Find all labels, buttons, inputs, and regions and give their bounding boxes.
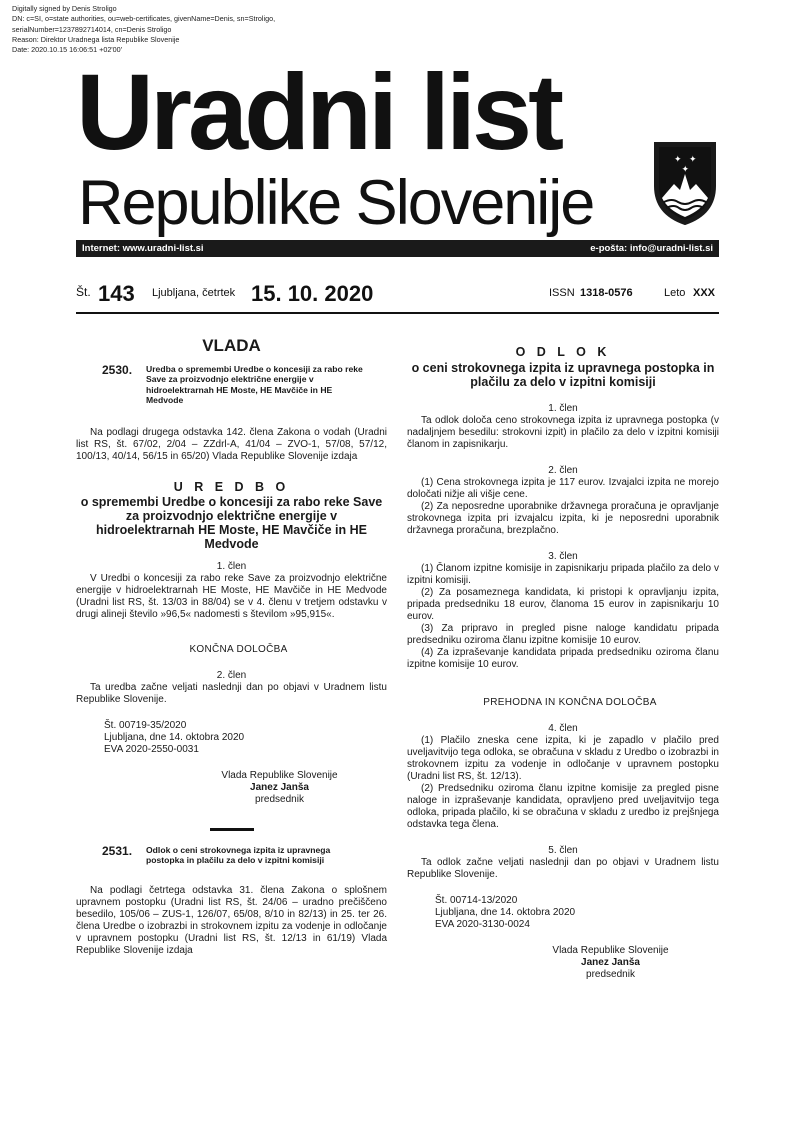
article-heading: 1. člen [216,560,247,572]
document-title: o ceni strokovnega izpita iz upravnega postopka in plačilu za delo v izpitni komisiji [411,361,715,389]
reference-line: EVA 2020-2550-0031 [104,743,199,755]
signature-line: serialNumber=1237892714014, cn=Denis Stroligo [12,24,172,34]
section-subheading: KONČNA DOLOČBA [189,643,288,655]
leto-label: Leto [664,287,686,299]
email-link[interactable]: e-pošta: info@uradni-list.si [590,243,713,254]
reference-line: Št. 00714-13/2020 [435,895,518,906]
issue-st-label: Št. [76,285,91,299]
document-type: O D L O K [515,345,611,359]
document-type: U R E D B O [173,479,290,494]
article-text: (4) Za izpraševanje kandidata pripada predsedniku oziroma članu izpitne komisije 10 eurov. [407,647,719,670]
gazette-entry [102,845,387,866]
leto-value: XXX [693,287,716,299]
masthead-subtitle: Republike Slovenije [78,168,594,238]
entry-title: Odlok o ceni strokovnega izpita iz upravnega postopka in plačilu za delo v izpitni komisiji [146,844,331,866]
article-heading: 4. člen [548,723,578,734]
article-heading: 5. člen [548,845,578,856]
signature-line: Reason: Direktor Uradnega lista Republike Slovenije [12,34,180,44]
signature-line: Digitally signed by Denis Stroligo [12,4,117,13]
issue-number: 143 [98,281,135,306]
signature-block [523,945,698,981]
preamble: Na podlagi četrtega odstavka 31. člena Zakona o splošnem upravnem postopku (Uradni list RS, št. 24/06 – uradno prečiščeno besedilo, 105/06 – ZUS-1, 126/07, 65/08, 8/10 in 82/13) in 25. ter 26. člena Uredbe o izobrazbi in strokovnem izpitu za vodenje in odločanje v upravnem postopku (Uradni list RS, št. 12/13 in 61/19) Vlada Republike Slovenije izdaja [76,885,387,957]
signatory-org: Vlada Republike Slovenije [221,769,338,781]
section-heading: VLADA [202,336,261,355]
article-text: (2) Predsedniku oziroma članu izpitne komisije za pregled pisne naloge in izpraševanje kandidata, opravljeno pred uveljavitvijo tega odloka, pripada plačilo, ki se obračuna v skladu z uredbo iz prejšnjega odstavka tega člena. [407,783,719,830]
article-text: Ta odlok začne veljati naslednji dan po objavi v Uradnem listu Republike Slovenije. [407,857,719,880]
gazette-entry [102,364,387,406]
article-heading: 1. člen [548,403,578,414]
coat-of-arms-icon [652,140,718,226]
svg-text:✦: ✦ [674,155,682,165]
section-subheading: PREHODNA IN KONČNA DOLOČBA [483,697,657,708]
reference-block [76,720,387,756]
article-text: (2) Za neposredne uporabnike državnega proračuna je opravljanje strokovnega izpita pri izvajalcu izpita, ki je neposredni uporabnik državnega proračuna, brezplačno. [407,501,719,536]
reference-line: Ljubljana, dne 14. oktobra 2020 [435,907,576,918]
reference-line: Št. 00719-35/2020 [104,719,187,731]
issue-date: 15. 10. 2020 [251,281,374,306]
reference-line: Ljubljana, dne 14. oktobra 2020 [104,731,245,743]
svg-text:✦: ✦ [689,155,697,165]
left-column [76,336,387,957]
article-text: (1) Članom izpitne komisije in zapisnikarju pripada plačilo za delo v izpitni komisiji. [407,563,719,586]
article-heading: 2. člen [548,465,578,476]
preamble: Na podlagi drugega odstavka 142. člena Zakona o vodah (Uradni list RS, št. 67/02, 2/04 – ZZdrl-A, 41/04 – ZVO-1, 57/08, 57/12, 100/13, 40/14, 56/15 in 65/20) Vlada Republike Slovenije izdaja [76,426,387,462]
masthead-title: Uradni list [76,51,561,172]
issn-label: ISSN [549,287,575,299]
entry-number: 2530. [102,363,133,377]
article-text: Ta uredba začne veljati naslednji dan po objavi v Uradnem listu Republike Slovenije. [76,681,387,705]
issue-place-day: Ljubljana, četrtek [152,287,236,299]
article-text: Ta odlok določa ceno strokovnega izpita iz upravnega postopka (v nadaljnjem besedilu: strokovni izpit) in plačilo za delo v izpitni komisiji članom in zapisnikarju. [407,415,719,450]
masthead-contact-bar [76,240,719,257]
article-text: (2) Za posameznega kandidata, ki pristopi k opravljanju izpita, pripada predsedniku 18 eurov, članoma 15 eurov in zapisnikarju 10 eurov. [407,587,719,622]
signatory-role: predsednik [255,793,304,805]
signature-block [192,770,367,806]
issue-header [76,281,719,311]
right-column [407,340,719,981]
article-text: (1) Cena strokovnega izpita je 117 eurov. Izvajalci izpita ne morejo določati nižje ali višje cene. [407,477,719,500]
digital-signature [12,4,275,55]
website-link[interactable]: Internet: www.uradni-list.si [82,243,204,254]
article-heading: 3. člen [548,551,578,562]
article-text: (1) Plačilo zneska cene izpita, ki je zapadlo v plačilo pred uveljavitvijo tega odloka, se obračuna v skladu z Uredbo o izobrazbi in strokovnem izpitu za vodenje in odločanje v upravnem postopku (Uradni list RS, št. 12/13). [407,735,719,782]
article-heading: 2. člen [216,669,247,681]
entry-number: 2531. [102,843,133,858]
document-title: o spremembi Uredbe o koncesiji za rabo reke Save za proizvodnjo električne energije v hidroelektrarnah HE Moste, HE Mavčiče in HE Medvode [80,494,383,551]
header-rule [76,312,719,314]
entry-title: Uredba o spremembi Uredbe o koncesiji za rabo reke Save za proizvodnjo električne energije v hidroelektrarnah HE Moste, HE Mavčiče in HE Medvode [146,364,363,406]
signature-line: DN: c=SI, o=state authorities, ou=web-certificates, givenName=Denis, sn=Stroligo, [12,14,276,24]
article-text: V Uredbi o koncesiji za rabo reke Save za proizvodnjo električne energije v hidroelektrarnah HE Moste, HE Mavčiče in HE Medvode (Uradni list RS, št. 13/03 in 88/04) se v 4. členu v tretjem odstavku v drugi alineji število »96,5« nadomesti s številom »95,915«. [76,572,387,620]
reference-line: EVA 2020-3130-0024 [435,919,530,930]
issn-value: 1318-0576 [580,287,633,299]
article-text: (3) Za pripravo in pregled pisne naloge kandidatu pripada predsedniku oziroma članu izpitne komisije 10 eurov. [407,623,719,646]
signatory-name: Janez Janša [250,781,309,793]
signatory-org: Vlada Republike Slovenije [552,945,669,956]
signature-line: Date: 2020.10.15 16:06:51 +02'00' [12,45,123,55]
signatory-role: predsednik [586,969,635,980]
entry-divider [210,828,254,831]
svg-text:✦: ✦ [681,165,690,175]
reference-block [407,895,719,931]
signatory-name: Janez Janša [581,957,640,968]
